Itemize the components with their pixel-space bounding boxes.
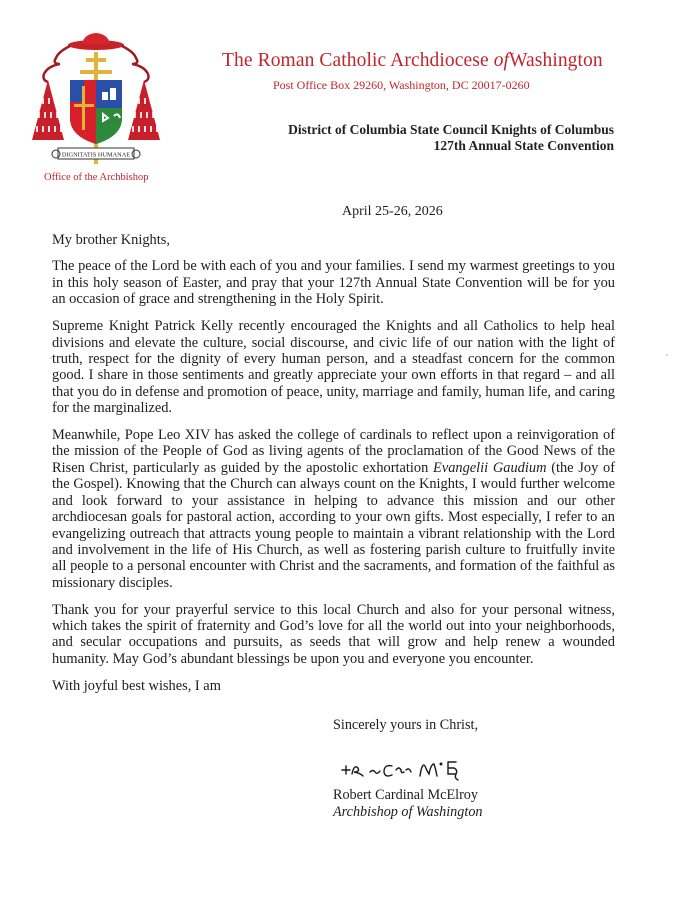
scan-speck bbox=[666, 354, 668, 356]
signer-name: Robert Cardinal McElroy bbox=[333, 787, 478, 803]
title-part: The Roman Catholic Archdiocese bbox=[222, 50, 494, 71]
italic-title: Evangelii Gaudium bbox=[433, 459, 547, 476]
office-label: Office of the Archbishop bbox=[44, 172, 149, 183]
title-of: of bbox=[493, 50, 510, 71]
crest-motto: DIGNITATIS HUMANAE bbox=[61, 151, 131, 159]
event-line-1: District of Columbia State Council Knights of Columbus bbox=[288, 122, 614, 137]
paragraph: Thank you for your prayerful service to this local Church and also for your personal witness, which takes the spirit of fraternity and God’s love for all the world out into your neighborhoods, and secular occupations and pursuits, as seeds that will grow and help renew a wounded humanity. May God’s abundant blessings be upon you and everyone you encounter. bbox=[52, 601, 615, 667]
archdiocese-address: Post Office Box 29260, Washington, DC 20017-0260 bbox=[273, 78, 530, 92]
event-heading bbox=[288, 122, 614, 154]
title-part: Washington bbox=[509, 50, 603, 71]
paragraph-text: Meanwhile, Pope Leo XIV has asked the college of cardinals to reflect upon a reinvigoration of the mission of the People of God as living agents of the proclamation of the Good News of the Risen Christ, particularly as guided by the apostolic exhortation bbox=[52, 427, 615, 476]
archdiocese-title bbox=[222, 50, 603, 72]
coat-of-arms-icon bbox=[18, 8, 174, 168]
event-line-2: 127th Annual State Convention bbox=[433, 138, 614, 153]
letter-date: April 25-26, 2026 bbox=[342, 204, 443, 219]
valediction: Sincerely yours in Christ, bbox=[333, 717, 479, 733]
paragraph bbox=[52, 427, 615, 591]
signature-icon bbox=[340, 752, 480, 788]
salutation: My brother Knights, bbox=[52, 232, 170, 248]
signer-block bbox=[333, 787, 483, 821]
paragraph: Supreme Knight Patrick Kelly recently encouraged the Knights and all Catholics to help heal divisions and elevate the culture, social discourse, and civic life of our nation with the light of truth, respect for the dignity of every human person, and a steadfast concern for the common good. I share in those sentiments and greatly appreciate your own efforts in that regard – and all that you do in defense and promotion of peace, unity, marriage and family, human life, and caring for the marginalized. bbox=[52, 318, 615, 417]
paragraph: The peace of the Lord be with each of you and your families. I send my warmest greetings to you in this holy season of Easter, and pray that your 127th Annual State Convention will be for you an occasion of grace and strengthening in the Holy Spirit. bbox=[52, 258, 615, 308]
paragraph-text: (the Joy of the Gospel). Knowing that the Church can always count on the Knights, I would further welcome and look forward to your assistance in helping to advance this mission and our other archdiocesan goals for pastoral action, according to your own gifts. Most especially, I refer to an evangelizing outreach that attracts young people to maintain a vibrant relationship with the Lord and involvement in the life of His Church, as well as fostering parish culture to fruitfully invite all people to a personal encounter with Christ and the sacraments, and formation of the faithful as missionary disciples. bbox=[52, 459, 615, 591]
closing-line: With joyful best wishes, I am bbox=[52, 677, 221, 694]
signer-title: Archbishop of Washington bbox=[333, 804, 483, 820]
letter-body bbox=[52, 232, 615, 705]
scan-speck bbox=[50, 357, 52, 359]
